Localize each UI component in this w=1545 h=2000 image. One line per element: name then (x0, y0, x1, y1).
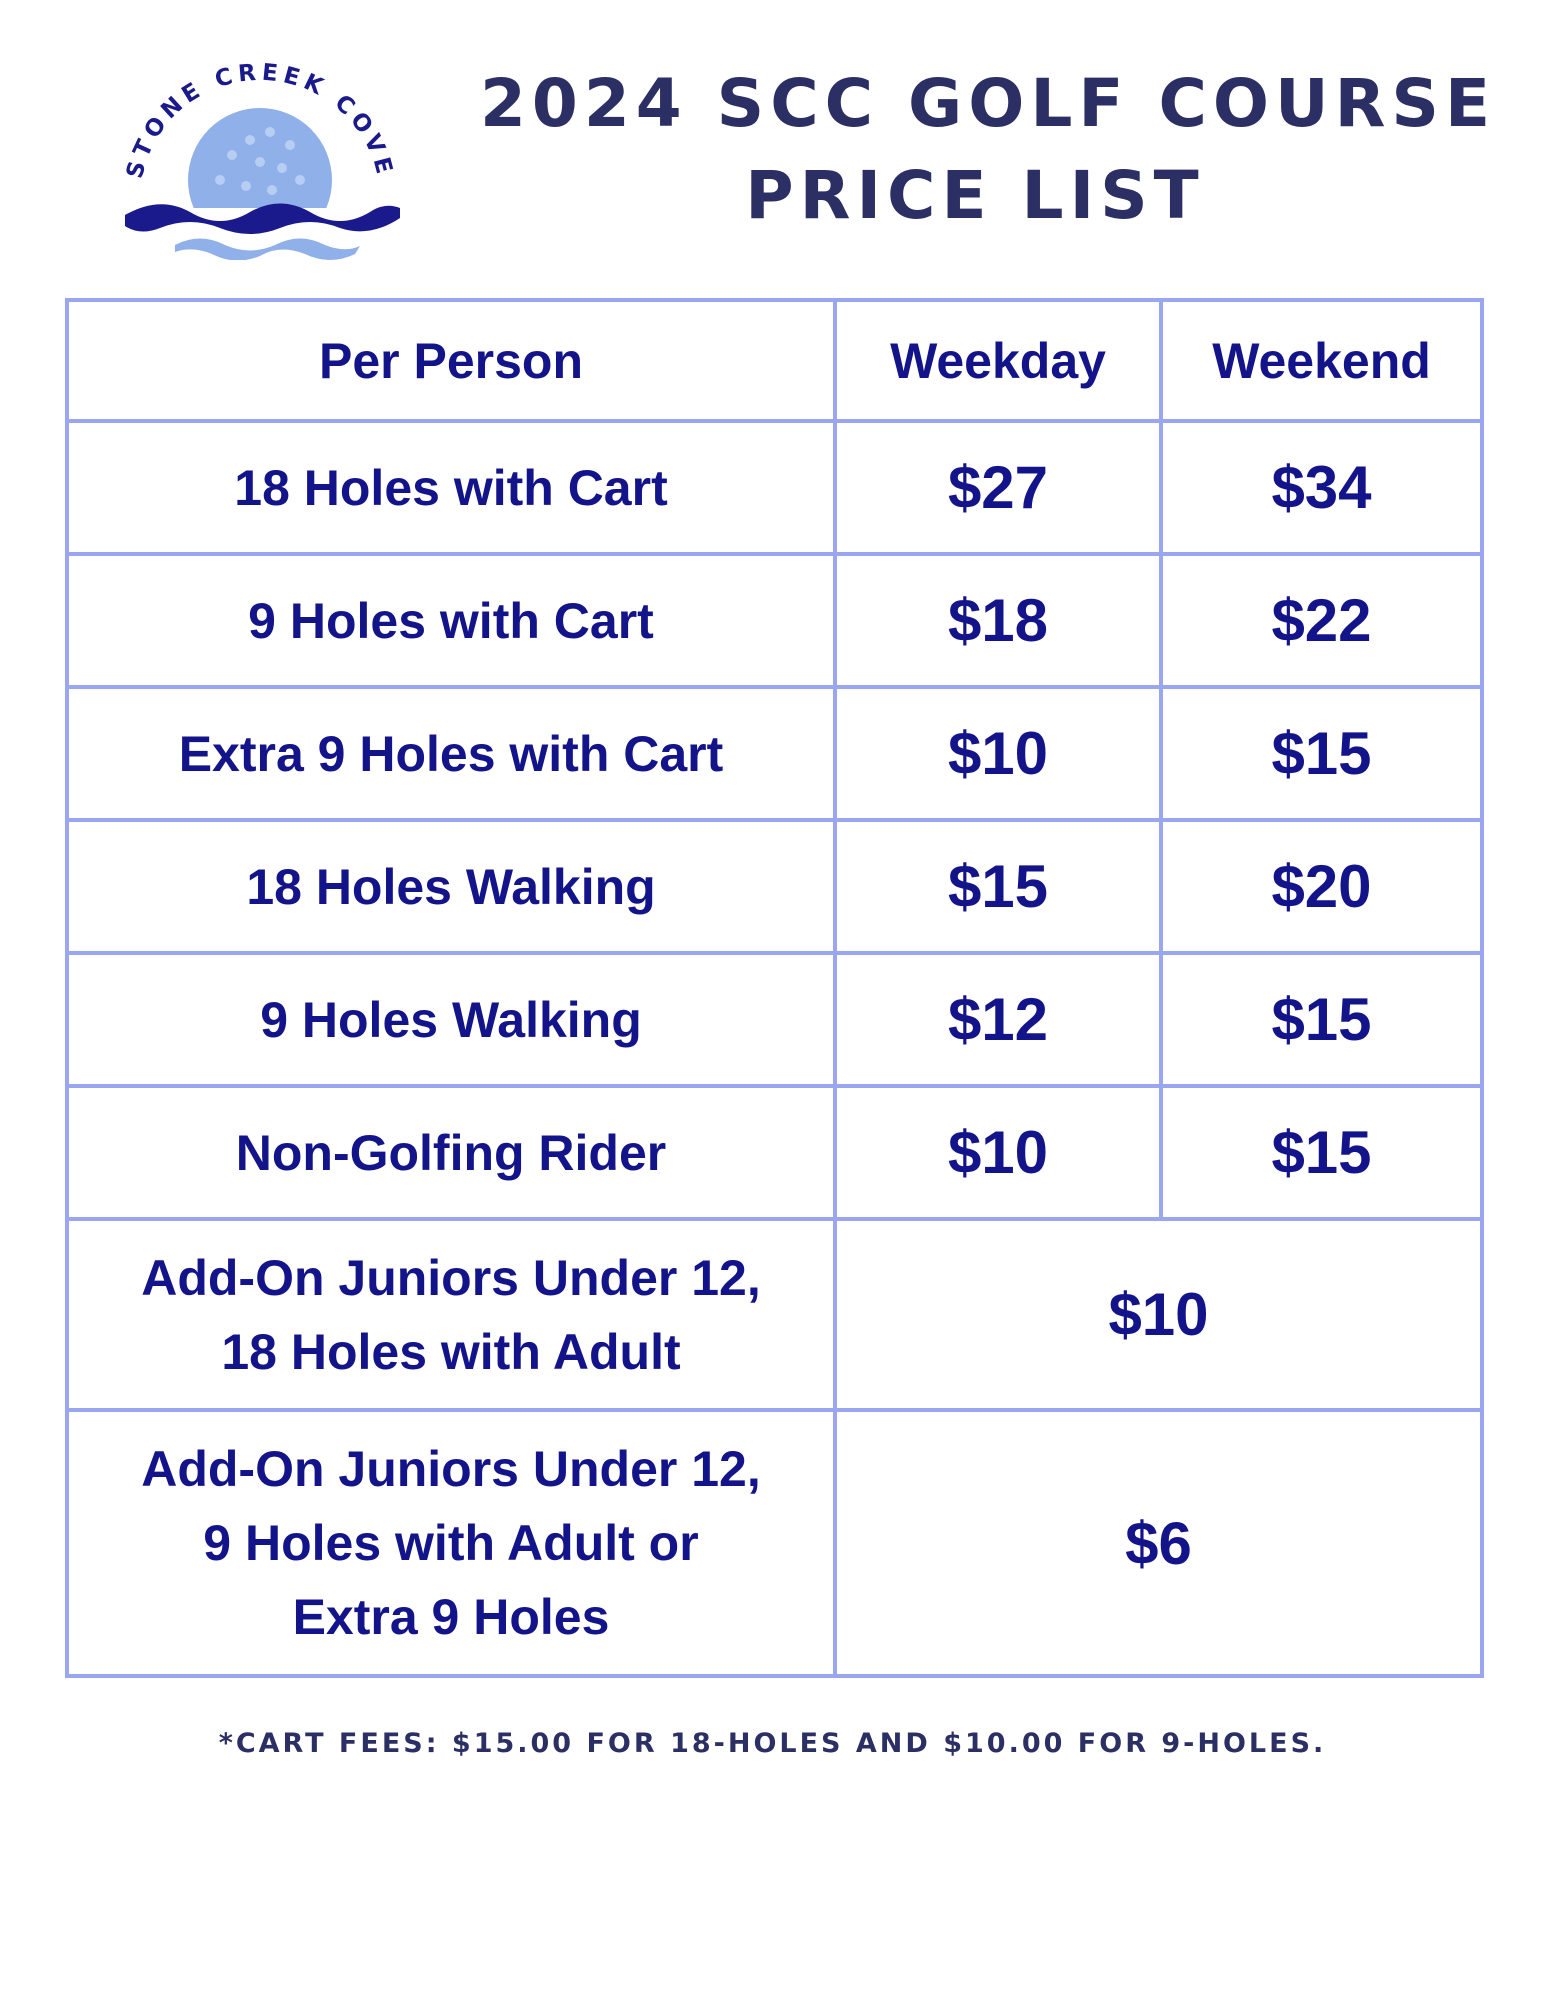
weekday-price: $27 (835, 421, 1161, 554)
label-line: Add-On Juniors Under 12, (141, 1441, 761, 1497)
label-line: 18 Holes with Adult (221, 1323, 681, 1380)
weekend-price: $15 (1161, 953, 1482, 1086)
table-row-juniors-9 (67, 1410, 1482, 1676)
weekend-price: $20 (1161, 820, 1482, 953)
weekday-price: $18 (835, 554, 1161, 687)
label-line: Extra 9 Holes (292, 1589, 610, 1645)
header-weekend: Weekend (1161, 300, 1482, 421)
row-label: 9 Holes Walking (67, 953, 835, 1086)
weekday-price: $15 (835, 820, 1161, 953)
table-row (67, 687, 1482, 820)
table-row (67, 1086, 1482, 1219)
header-row (67, 300, 1482, 421)
row-label: Non-Golfing Rider (67, 1086, 835, 1219)
weekday-price: $10 (835, 687, 1161, 820)
title-line-2: PRICE LIST (745, 157, 1205, 234)
weekend-price: $34 (1161, 421, 1482, 554)
price-table (65, 298, 1484, 1678)
header-weekday: Weekday (835, 300, 1161, 421)
table-row (67, 820, 1482, 953)
row-label (67, 1219, 835, 1410)
table-row-juniors-18 (67, 1219, 1482, 1410)
cart-fees-footnote: *CART FEES: $15.00 FOR 18-HOLES AND $10.00 FOR 9-HOLES. (218, 1728, 1327, 1759)
row-label: 18 Holes with Cart (67, 421, 835, 554)
weekday-price: $10 (835, 1086, 1161, 1219)
header-per-person: Per Person (67, 300, 835, 421)
label-line: Add-On Juniors Under 12, (141, 1249, 761, 1306)
weekend-price: $22 (1161, 554, 1482, 687)
page-title (480, 58, 1497, 242)
row-label: 9 Holes with Cart (67, 554, 835, 687)
row-label: Extra 9 Holes with Cart (67, 687, 835, 820)
label-line: 9 Holes with Adult or (203, 1515, 699, 1571)
weekend-price: $15 (1161, 1086, 1482, 1219)
flat-price: $6 (835, 1410, 1482, 1676)
table-row (67, 421, 1482, 554)
row-label: 18 Holes Walking (67, 820, 835, 953)
weekend-price: $15 (1161, 687, 1482, 820)
logo-text: STONE CREEK COVE (121, 59, 399, 182)
title-line-1: 2024 SCC GOLF COURSE (480, 65, 1497, 142)
table-row (67, 554, 1482, 687)
flat-price: $10 (835, 1219, 1482, 1410)
row-label (67, 1410, 835, 1676)
stone-creek-cove-logo (100, 40, 420, 260)
weekday-price: $12 (835, 953, 1161, 1086)
table-row (67, 953, 1482, 1086)
